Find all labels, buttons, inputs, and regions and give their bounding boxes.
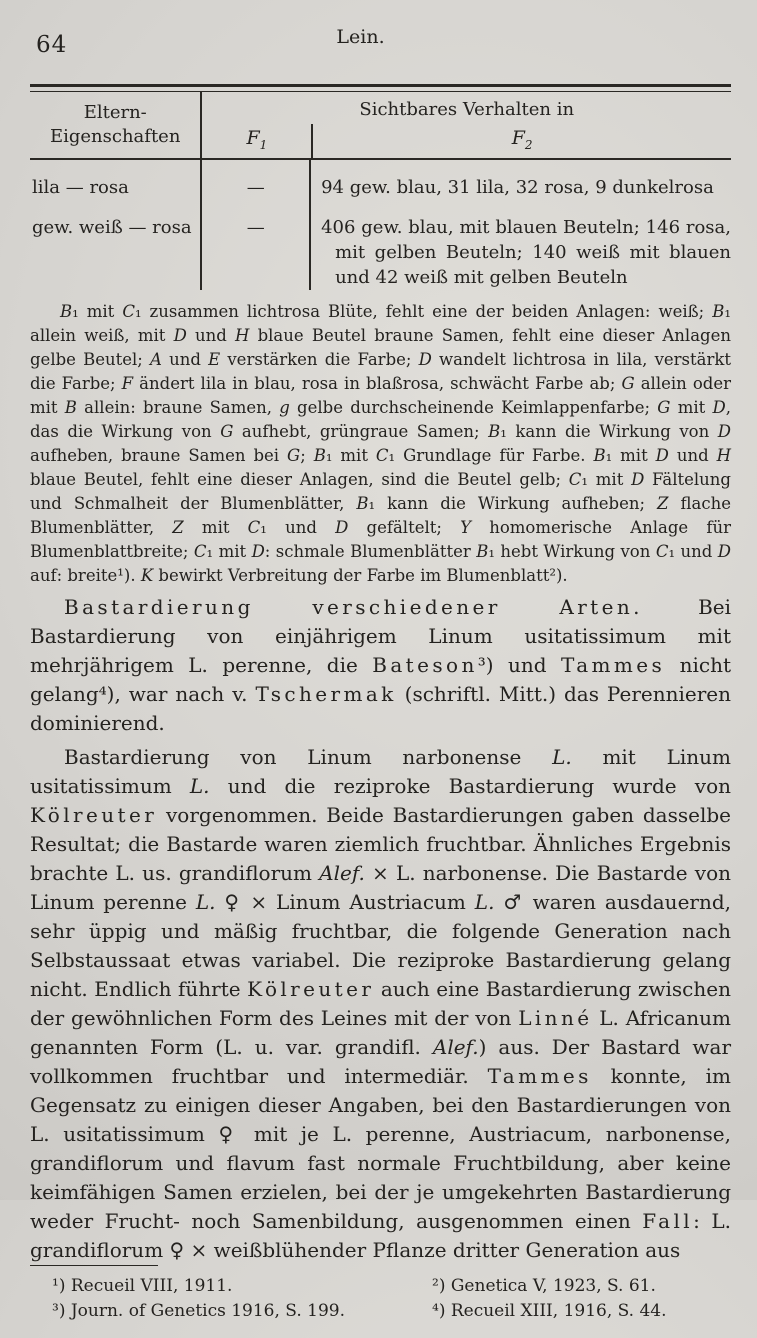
table-header-f-row [202, 124, 731, 158]
f2-subscript: 2 [524, 137, 533, 152]
table-body [30, 160, 731, 290]
table-header-span-title: Sichtbares Verhalten in [359, 99, 575, 120]
page-header [30, 24, 731, 60]
table-row: gew. weiß — rosa [30, 200, 202, 290]
running-title: Lein. [336, 26, 385, 48]
table-header-parents [30, 92, 202, 158]
table-top-double-rule [30, 84, 731, 92]
table-header-right-group [202, 92, 731, 158]
paragraph-bastardierung-arten: Bastardierung verschiedener Arten. Bei Bastardierung von einjährigem Linum usitatissimum mit mehrjährigem L. perenne, die Bateson³) und Tammes nicht gelang⁴), war nach v. Tschermak (schriftl. Mitt.) das Perennieren dominierend. [30, 594, 732, 735]
table-cell-f2: 406 gew. blau, mit blauen Beuteln; 146 rosa, mit gelben Beuteln; 140 weiß mit blauen und 42 weiß mit gelben Beuteln [321, 216, 731, 288]
table-cell-f1: — [202, 160, 311, 200]
f1-subscript: 1 [259, 137, 268, 152]
table-row: lila — rosa [30, 160, 202, 200]
table-cell-f2: 94 gew. blau, 31 lila, 32 rosa, 9 dunkelrosa [321, 176, 714, 198]
table-cell-f1: — [202, 200, 311, 290]
footnote-rule [30, 1265, 158, 1266]
gene-factor-notes: B₁ mit C₁ zusammen lichtrosa Blüte, fehlt eine der beiden Anlagen: weiß; B₁ allein weiß, mit D und H blaue Beutel braune Samen, fehlt eine dieser Anlagen gelbe Beutel; A und E verstärken die Farbe; D wandelt lichtrosa in lila, verstärkt die Farbe; F ändert lila in blau, rosa in blaßrosa, schwächt Farbe ab; G allein oder mit B allein: braune Samen, g gelbe durchscheinende Keimlappenfarbe; G mit D, das die Wirkung von G aufhebt, grüngraue Samen; B₁ kann die Wirkung von D aufheben, braune Samen bei G; B₁ mit C₁ Grundlage für Farbe. B₁ mit D und H blaue Beutel, fehlt eine dieser Anlagen, sind die Beutel gelb; C₁ mit D Fältelung und Schmalheit der Blumenblätter, B₁ kann die Wirkung aufheben; Z flache Blumenblätter, Z mit C₁ und D gefältelt; Y homomerische Anlage für Blumenblattbreite; C₁ mit D: schmale Blumenblätter B₁ hebt Wirkung von C₁ und D auf: breite¹). K bewirkt Verbreitung der Farbe im Blumenblatt²). [30, 301, 732, 585]
footnote-2: ²) Genetica V, 1923, S. 61. [432, 1275, 656, 1296]
table-header-f2 [311, 124, 731, 158]
table-header-row [30, 92, 731, 158]
footnotes-grid [30, 1274, 731, 1324]
footnote-3: ³) Journ. of Genetics 1916, S. 199. [52, 1300, 346, 1321]
paragraph-bastardierung-details: Bastardierung von Linum narbonense L. mit Linum usitatissimum L. und die reziproke Bastardierung wurde von Kölreuter vorgenommen. Beide Bastardierungen gaben dasselbe Resultat; die Bastarde waren ziemlich fruchtbar. Ähnliches Ergebnis brachte L. us. grandiflorum Alef. × L. narbonense. Die Bastarde von Linum perenne L. ♀ × Linum Austriacum L. ♂ waren ausdauernd, sehr üppig und mäßig fruchtbar, die folgende Generation nach Selbstaussaat etwas variabel. Die reziproke Bastardierung gelang nicht. Endlich führte Kölreuter auch eine Bastardierung zwischen der gewöhnlichen Form des Leines mit der von Linné L. Africanum genannten Form (L. u. var. grandifl. Alef.) aus. Der Bastard war vollkommen fruchtbar und intermediär. Tammes konnte, im Gegensatz zu einigen dieser Angaben, bei den Bastardierungen von L. usitatissimum ♀ mit je L. perenne, Austriacum, narbonense, grandiflorum und flavum fast normale Fruchtbildung, aber keine keimfähigen Samen erzielen, bei der je umgekehrten Bastardierung weder Frucht- noch Samenbildung, ausgenommen einen Fall: L. grandiflorum ♀ × weißblühender Pflanze dritter Generation aus [30, 744, 732, 1262]
f2-letter: F [511, 127, 525, 149]
table-header-parents-line1: Eltern- [83, 102, 147, 123]
table-header-parents-line2: Eigenschaften [49, 126, 181, 147]
footnote-1: ¹) Recueil VIII, 1911. [52, 1275, 233, 1296]
footnotes-section [30, 1265, 731, 1338]
footnote-4: ⁴) Recueil XIII, 1916, S. 44. [432, 1300, 667, 1321]
table-header-f1 [202, 124, 311, 158]
page-number: 64 [36, 32, 68, 58]
f1-letter: F [246, 127, 260, 149]
results-table [30, 84, 731, 290]
